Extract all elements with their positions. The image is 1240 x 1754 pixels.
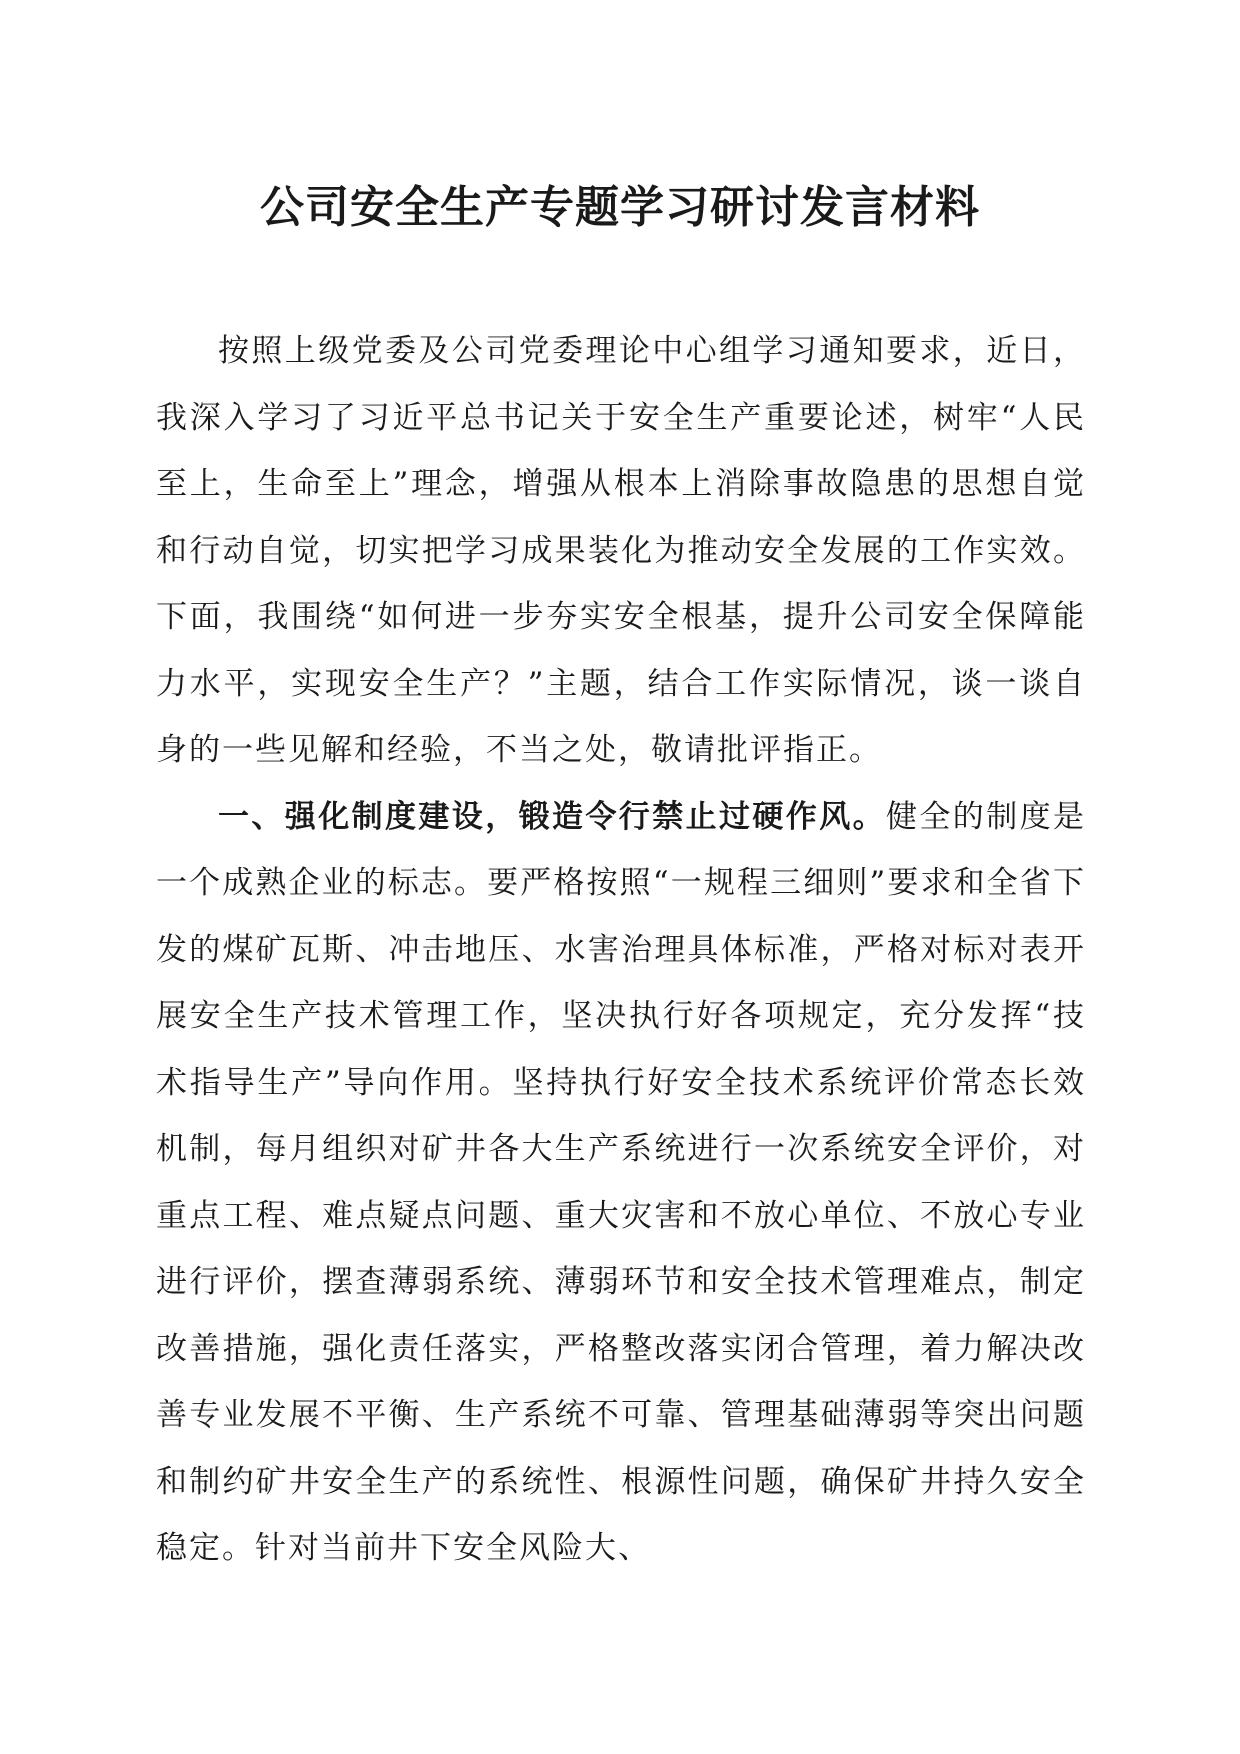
section-1-text: 健全的制度是一个成熟企业的标志。要严格按照“一规程三细则”要求和全省下发的煤矿瓦斯、冲击地压、水害治理具体标准，严格对标对表开展安全生产技术管理工作，坚决执行好各项规定，充分发挥“技术指导生产”导向作用。坚持执行好安全技术系统评价常态长效机制，每月组织对矿井各大生产系统进行一次系统安全评价，对重点工程、难点疑点问题、重大灾害和不放心单位、不放心专业进行评价，摆查薄弱系统、薄弱环节和安全技术管理难点，制定改善措施，强化责任落实，严格整改落实闭合管理，着力解决改善专业发展不平衡、生产系统不可靠、管理基础薄弱等突出问题和制约矿井安全生产的系统性、根源性问题，确保矿井持久安全稳定。针对当前井下安全风险大、 [156,798,1086,1566]
section-1-heading: 一、强化制度建设，锻造令行禁止过硬作风。 [218,798,886,835]
section-1-paragraph [156,784,1086,1582]
document-body [156,318,1086,1582]
document-title: 公司安全生产专题学习研讨发言材料 [260,182,980,233]
intro-paragraph: 按照上级党委及公司党委理论中心组学习通知要求，近日，我深入学习了习近平总书记关于安全生产重要论述，树牢“人民至上，生命至上”理念，增强从根本上消除事故隐患的思想自觉和行动自觉，切实把学习成果装化为推动安全发展的工作实效。下面，我围绕“如何进一步夯实安全根基，提升公司安全保障能力水平，实现安全生产？”主题，结合工作实际情况，谈一谈自身的一些见解和经验，不当之处，敬请批评指正。 [156,333,1086,768]
